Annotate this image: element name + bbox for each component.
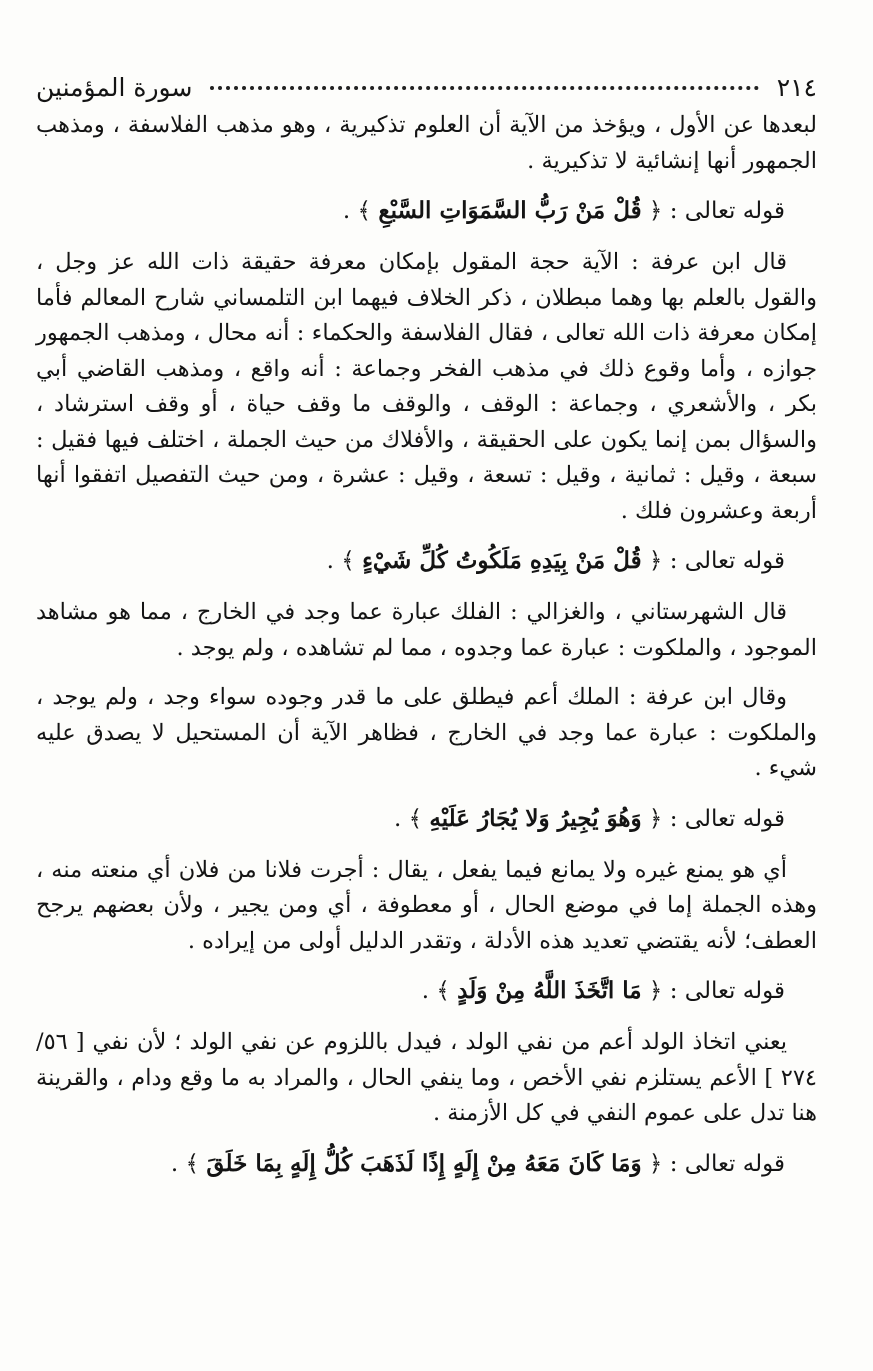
verse-close-bracket: ﴾ (357, 198, 372, 224)
surah-title: سورة المؤمنين (36, 73, 193, 102)
verse-quote: قُلْ مَنْ بِيَدِهِ مَلَكُوتُ كُلِّ شَيْءٍ (362, 547, 642, 574)
verse-quote: مَا اتَّخَذَ اللَّهُ مِنْ وَلَدٍ (457, 977, 642, 1004)
page-body (36, 108, 817, 1182)
commentary-paragraph: يعني اتخاذ الولد أعم من نفي الولد ، فيدل باللزوم عن نفي الولد ؛ لأن نفي [ ٥٦/ ٢٧٤ ] الأعم يستلزم نفي الأخص ، وما ينفي الحال ، والمراد به ما وقع ودام ، والقرينة هنا تدل على عموم النفي في كل الأزمنة . (36, 1029, 817, 1126)
verse-suffix: . (326, 548, 334, 574)
verse-heading (36, 973, 817, 1009)
verse-heading (36, 193, 817, 229)
running-header (36, 58, 817, 102)
verse-quote: وَمَا كَانَ مَعَهُ مِنْ إِلَهٍ إِذًا لَذَهَبَ كُلُّ إِلَهٍ بِمَا خَلَقَ (206, 1149, 642, 1177)
verse-open-bracket: ﴿ (648, 198, 663, 224)
verse-heading (36, 801, 817, 837)
verse-heading (36, 1146, 817, 1182)
verse-suffix: . (342, 198, 351, 224)
verse-prefix: قوله تعالى : (669, 1150, 785, 1177)
verse-open-bracket: ﴿ (648, 548, 663, 574)
verse-open-bracket: ﴿ (648, 978, 663, 1004)
verse-heading (36, 543, 817, 579)
verse-suffix: . (170, 1150, 179, 1177)
verse-prefix: قوله تعالى : (669, 198, 785, 224)
verse-quote: وَهُوَ يُجِيرُ وَلا يُجَارُ عَلَيْهِ (429, 804, 642, 832)
commentary-paragraph: قال الشهرستاني ، والغزالي : الفلك عبارة عما وجد في الخارج ، مما هو مشاهد الموجود ، والملكوت : عبارة عما وجدوه ، مما لم تشاهده ، ولم يوجد . (36, 599, 817, 661)
header-dotted-rule (210, 86, 758, 90)
verse-prefix: قوله تعالى : (669, 548, 785, 574)
page-number: ٢١٤ (776, 73, 817, 102)
verse-close-bracket: ﴾ (185, 1150, 199, 1177)
verse-prefix: قوله تعالى : (669, 805, 785, 832)
verse-suffix: . (421, 978, 430, 1004)
commentary-paragraph: لبعدها عن الأول ، ويؤخذ من الآية أن العلوم تذكيرية ، وهو مذهب الفلاسفة ، ومذهب الجمهور أنها إنشائية لا تذكيرية . (36, 112, 817, 174)
verse-suffix: . (393, 805, 402, 832)
verse-quote: قُلْ مَنْ رَبُّ السَّمَوَاتِ السَّبْعِ (378, 197, 642, 224)
book-page (36, 58, 817, 1371)
commentary-paragraph: قال ابن عرفة : الآية حجة المقول بإمكان معرفة حقيقة ذات الله عز وجل ، والقول بالعلم بها وهما مبطلان ، ذكر الخلاف فيهما ابن التلمساني شارح المعالم فأما إمكان معرفة ذات الله تعالى ، فقال الفلاسفة والحكماء : أنه محال ، ومذهب الجمهور جوازه ، وأما وقوع ذلك في مذهب الفخر وجماعة : أنه واقع ، ومذهب القاضي أبي بكر ، والأشعري ، وجماعة : الوقف ، والوقف ما وقف حياة ، أو وقف استرشاد ، والسؤال بمن إنما يكون على الحقيقة ، والأفلاك من حيث الجملة ، اختلف فيها فقيل : سبعة ، وقيل : ثمانية ، وقيل : تسعة ، وقيل : عشرة ، ومن حيث التفصيل اتفقوا أنها أربعة وعشرون فلك . (36, 249, 817, 524)
verse-open-bracket: ﴿ (648, 805, 663, 832)
commentary-paragraph: وقال ابن عرفة : الملك أعم فيطلق على ما قدر وجوده سواء وجد ، ولم يوجد ، والملكوت : عبارة عما وجد في الخارج ، فظاهر الآية أن المستحيل لا يصدق عليه شيء . (36, 684, 817, 781)
verse-close-bracket: ﴾ (408, 805, 423, 832)
verse-close-bracket: ﴾ (341, 548, 355, 574)
commentary-paragraph: أي هو يمنع غيره ولا يمانع فيما يفعل ، يقال : أجرت فلانا من فلان أي منعته منه ، وهذه الجملة إما في موضع الحال ، أو معطوفة ، أي ومن يجير ، ولأن بعضهم يرجح العطف؛ لأنه يقتضي تعديد هذه الأدلة ، وتقدر الدليل أولى من إيراده . (36, 856, 817, 954)
verse-open-bracket: ﴿ (648, 1150, 663, 1177)
verse-prefix: قوله تعالى : (669, 978, 785, 1004)
verse-close-bracket: ﴾ (436, 978, 450, 1004)
